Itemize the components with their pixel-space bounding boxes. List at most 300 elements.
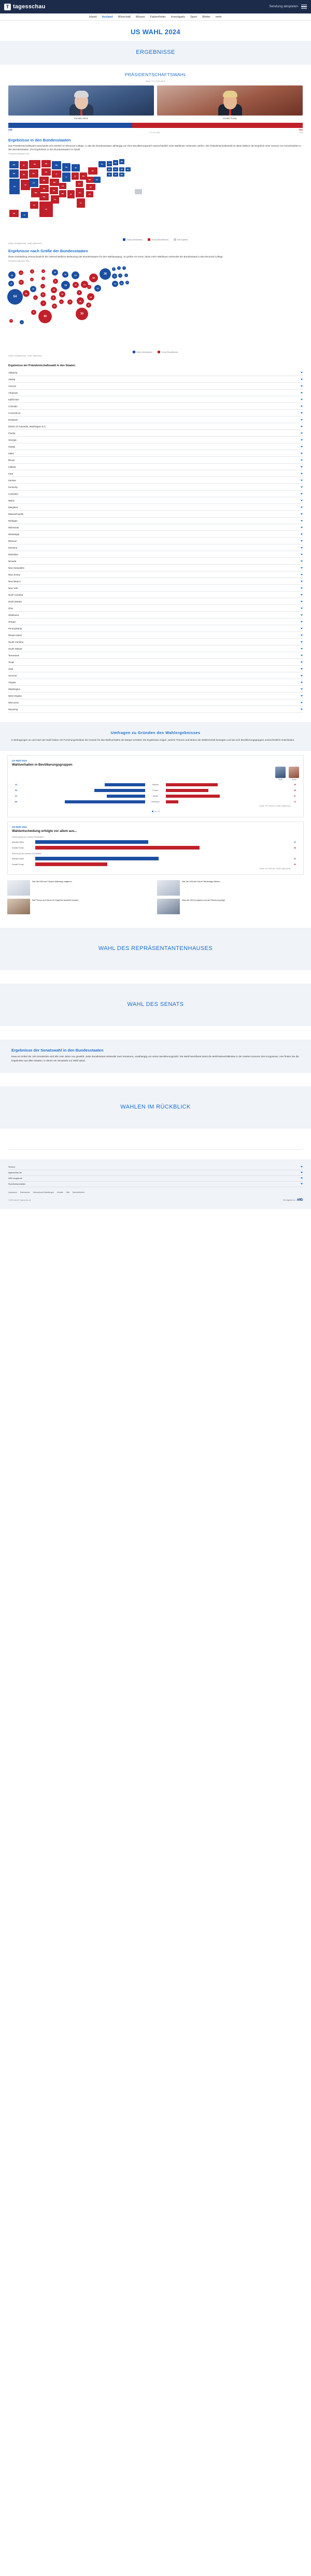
state-name: North Carolina xyxy=(8,593,23,596)
chevron-down-icon xyxy=(301,426,303,427)
elector-count-harris: 226 xyxy=(8,128,12,131)
state-name: Connecticut xyxy=(8,411,21,414)
state-name: Minnesota xyxy=(8,526,19,529)
state-name: South Dakota xyxy=(8,647,22,650)
state-name: Washington xyxy=(8,687,21,690)
elector-bar xyxy=(8,123,303,128)
row-label: Donald Trump xyxy=(12,863,24,866)
map-size-label: Präsidentschaftswahl 2024 xyxy=(8,260,30,263)
map-states-caption: Quelle: AP/tagesschau, Grafik: tagesschau xyxy=(8,242,42,245)
state-list-item[interactable] xyxy=(8,403,303,410)
state-list-item[interactable] xyxy=(8,592,303,598)
teaser-grid xyxy=(0,875,311,914)
row-label: Donald Trump xyxy=(12,846,24,849)
state-name: New Jersey xyxy=(8,573,20,576)
chevron-down-icon xyxy=(301,688,303,690)
state-list-item[interactable] xyxy=(8,410,303,416)
poll-card-motivation xyxy=(7,822,304,875)
mini-trump xyxy=(289,767,299,781)
state-name: Idaho xyxy=(8,452,14,455)
state-list-item[interactable] xyxy=(8,659,303,666)
state-list-item[interactable] xyxy=(8,511,303,517)
chevron-down-icon xyxy=(301,554,303,555)
state-name: Arkansas xyxy=(8,391,18,394)
state-name: Nebraska xyxy=(8,553,18,556)
footer-links xyxy=(8,1187,303,1193)
footer-section-label: Service xyxy=(8,1165,16,1169)
state-name: New York xyxy=(8,586,18,589)
teaser-title: Wie die USA auf Trumps Wahlsieg reagieren xyxy=(32,880,72,883)
chevron-down-icon xyxy=(301,668,303,670)
state-list-item[interactable] xyxy=(8,706,303,713)
nav-item-wissen[interactable]: Wissen xyxy=(135,15,145,19)
row-trump-value: 55 xyxy=(294,784,296,786)
state-name: Kentucky xyxy=(8,485,18,488)
poll-card-1-candidates xyxy=(12,767,299,781)
chevron-down-icon xyxy=(301,614,303,616)
state-name: Illinois xyxy=(8,458,15,462)
state-name: Oklahoma xyxy=(8,613,19,616)
candidate-harris[interactable] xyxy=(8,85,154,120)
senate-states-heading: Ergebnisse der Senatswahl in den Bundesstaaten xyxy=(11,1048,104,1053)
state-list-item[interactable] xyxy=(8,672,303,679)
chevron-down-icon xyxy=(301,433,303,434)
state-list-item[interactable] xyxy=(8,464,303,470)
chevron-down-icon xyxy=(301,453,303,454)
poll-row xyxy=(12,795,299,798)
president-timestamp: Stand: 13.12.2024, 08:14 xyxy=(145,80,166,82)
legend-trump: Trump (Republikaner) xyxy=(148,238,168,241)
chevron-down-icon xyxy=(301,459,303,461)
poll-card-2-title: Wahlentscheidung erfolgte vor allem aus... xyxy=(12,829,77,833)
state-name: Indiana xyxy=(8,465,16,468)
state-name: Texas xyxy=(8,660,15,664)
state-list-item[interactable] xyxy=(8,652,303,659)
elector-count-trump: 312 xyxy=(299,128,303,131)
row-value: 68 xyxy=(294,846,296,849)
state-list-item[interactable] xyxy=(8,484,303,491)
play-broadcast-link[interactable]: Sendung abspielen xyxy=(269,5,298,9)
chevron-down-icon xyxy=(301,641,303,643)
state-list-item[interactable] xyxy=(8,390,303,396)
nav-item-mehr[interactable]: mehr xyxy=(216,15,222,19)
legend-harris: Harris (Demokraten) xyxy=(123,238,143,241)
teaser-title: Wie die USA auf Harris' Niederlage blicken xyxy=(182,880,220,883)
state-list-item[interactable] xyxy=(8,625,303,632)
chevron-down-icon xyxy=(301,520,303,522)
state-name: Tennessee xyxy=(8,654,20,657)
state-name: Ohio xyxy=(8,607,13,610)
row-trump-value: 45 xyxy=(294,789,296,792)
row-harris-value: 42 xyxy=(15,784,17,786)
chevron-down-icon xyxy=(301,513,303,515)
chevron-down-icon xyxy=(301,1166,303,1168)
teaser-thumb-1 xyxy=(7,880,30,896)
teaser-item[interactable] xyxy=(157,899,304,914)
state-name: Wisconsin xyxy=(8,701,19,704)
senate-states-band xyxy=(0,1040,311,1072)
teaser-item[interactable] xyxy=(157,880,304,896)
chevron-down-icon xyxy=(301,675,303,677)
row-label: Kamala Harris xyxy=(12,857,24,860)
state-list-item[interactable] xyxy=(8,666,303,672)
copyright: © ARD-aktuell / tagesschau.de xyxy=(8,1199,31,1201)
state-list-item[interactable] xyxy=(8,693,303,699)
chevron-down-icon xyxy=(301,648,303,650)
top-bar-right xyxy=(269,5,307,9)
row-value: 51 xyxy=(294,857,296,860)
footer-link-impressum[interactable]: Impressum xyxy=(8,1191,17,1193)
brand-mark-icon: T xyxy=(4,4,11,10)
nav-item-sport[interactable]: Sport xyxy=(190,15,197,19)
nav-item-inland[interactable]: Inland xyxy=(89,15,97,19)
state-name: New Hampshire xyxy=(8,566,25,569)
map-states-text: Das Präsidentschaftswahl entscheidet sich letztlich im Electoral College, in das die Bundesstaaten abhängig von ihrer Bevölkerungszahl unterschiedlich viele Wahlleute entsenden dürfen. Die Präsidentschaftswahl ist damit faktisch die Ergebnis einer Summe von Einzelwahlen in den Bundesstaaten. Die Ergebnisse in den Bundesstaaten im Detail: xyxy=(8,145,301,151)
state-list-item[interactable] xyxy=(8,645,303,652)
state-list-item[interactable] xyxy=(8,457,303,464)
state-list-item[interactable] xyxy=(8,524,303,531)
trump-name: Donald Trump xyxy=(223,117,237,120)
chevron-down-icon xyxy=(301,412,303,414)
footer-link-kontakt[interactable]: Kontakt xyxy=(56,1191,63,1193)
state-list-item[interactable] xyxy=(8,491,303,497)
results-map[interactable]: WA OR CA ID NV AZ MT WY CO NM ND SD NE KS OK TX MN IA MO AR LA WI IL TN MS AL MI IN OH KY GA FL PA WV VA NC SC NY VT NH ME MA RI CT NJ DE MD DC UT AK HI xyxy=(7,158,304,236)
chevron-down-icon xyxy=(301,702,303,703)
footer-section-label: ARD-Angebote xyxy=(8,1177,22,1180)
poll-row xyxy=(12,838,299,844)
chevron-down-icon xyxy=(301,635,303,636)
chevron-down-icon xyxy=(301,608,303,609)
state-name: Iowa xyxy=(8,472,13,475)
trump-thumb xyxy=(289,767,299,778)
poll-card-1-kicker: US-Wahl 2024 xyxy=(12,759,27,762)
state-list-item[interactable] xyxy=(8,376,303,383)
carousel-dots[interactable] xyxy=(12,807,299,812)
chevron-down-icon xyxy=(301,574,303,575)
state-list-heading: Ergebnisse der Präsidentschaftswahl in den Staaten xyxy=(8,364,76,368)
chevron-down-icon xyxy=(301,507,303,508)
scale-left: 0 xyxy=(8,132,9,134)
chevron-down-icon xyxy=(301,379,303,380)
state-name: Maryland xyxy=(8,506,18,509)
row-label: Frauen xyxy=(152,789,159,792)
map-legend xyxy=(0,236,311,241)
chevron-down-icon xyxy=(301,621,303,623)
state-list-item[interactable] xyxy=(8,571,303,578)
state-name: Alabama xyxy=(8,371,18,374)
state-name: Kansas xyxy=(8,479,16,482)
row-value: 47 xyxy=(294,841,296,843)
nav-item-ausland[interactable]: Ausland xyxy=(102,15,113,19)
footer-link-hilfe[interactable]: Hilfe xyxy=(66,1191,70,1193)
teaser-item[interactable] xyxy=(7,899,154,914)
footer-link-barrierefreiheit[interactable]: Barrierefreiheit xyxy=(73,1191,84,1193)
state-name: Pennsylvania xyxy=(8,627,22,630)
chevron-down-icon xyxy=(301,372,303,373)
state-list-item[interactable] xyxy=(8,612,303,618)
state-list-item[interactable] xyxy=(8,544,303,551)
state-list-item[interactable] xyxy=(8,450,303,457)
state-name: Delaware xyxy=(8,418,18,421)
state-list xyxy=(0,369,311,713)
footer-link-datenschutz[interactable]: Datenschutz xyxy=(20,1191,30,1193)
state-list-item[interactable] xyxy=(8,443,303,450)
main-nav xyxy=(0,13,311,21)
poll-row xyxy=(12,789,299,792)
poll-card-2-group-a-label: Überzeugung von meinem Kandidaten xyxy=(12,836,44,839)
chevron-down-icon xyxy=(301,399,303,400)
state-list-item[interactable] xyxy=(8,437,303,443)
teaser-title: Was die USA Kongress und die Stimmung prägt xyxy=(182,899,225,902)
footer-bottom xyxy=(8,1193,303,1202)
chevron-down-icon xyxy=(301,581,303,582)
chevron-down-icon xyxy=(301,1172,303,1173)
nav-item-wirtschaft[interactable]: Wirtschaft xyxy=(118,15,131,19)
state-list-item[interactable] xyxy=(8,504,303,511)
state-name: Massachusetts xyxy=(8,512,24,515)
harris-photo xyxy=(8,85,154,116)
poll-card-groups xyxy=(7,755,304,817)
state-name: Missouri xyxy=(8,539,17,542)
state-list-item[interactable] xyxy=(8,517,303,524)
footer-section-rundfunkanstalten[interactable] xyxy=(8,1182,303,1187)
mini-harris xyxy=(275,767,286,781)
state-name: Vermont xyxy=(8,674,17,677)
state-name: Louisiana xyxy=(8,492,18,495)
senate-states-text: Etwa ein Drittel der 100 Senatssitze wird alle zwei Jahre neu gewählt. Jeder Bundesstaat entsendet zwei Senatoren, unabhängig von seiner Bevölkerungszahl. Die Wahl beeinflusst damit die Mehrheitsverhältnisse in der zweiten Kammer des Kongresses. Hier finden Sie die Ergebnisse aus allen Staaten, in denen ein Senatssitz zur Wahl stand. xyxy=(11,1055,299,1062)
carousel-dot-1[interactable] xyxy=(152,811,153,812)
footer-section-service[interactable] xyxy=(8,1164,303,1170)
state-list-item[interactable] xyxy=(8,470,303,477)
state-name: Kalifornien xyxy=(8,398,19,401)
state-name: Montana xyxy=(8,546,18,549)
row-label: Männer xyxy=(152,784,159,786)
harris-name: Kamala Harris xyxy=(74,117,88,120)
brand-logo[interactable] xyxy=(4,4,46,10)
nav-item-faktenfinder[interactable]: Faktenfinder xyxy=(150,15,166,19)
teaser-thumb-4 xyxy=(157,899,180,914)
state-name: West Virginia xyxy=(8,694,22,697)
chevron-down-icon xyxy=(301,560,303,562)
row-trump-value: 13 xyxy=(294,801,296,803)
poll-card-1-source: Quelle: AP VoteCast, Grafik: tagesschau xyxy=(259,805,291,808)
president-section-title: PRÄSIDENTSCHAFTSWAHL xyxy=(124,72,187,77)
candidate-trump[interactable] xyxy=(157,85,303,120)
chevron-down-icon xyxy=(301,527,303,528)
chevron-down-icon xyxy=(301,1177,303,1179)
chevron-down-icon xyxy=(301,601,303,602)
state-name: Michigan xyxy=(8,519,18,522)
results-band-title: ERGEBNISSE xyxy=(136,49,175,55)
poll-row xyxy=(12,855,299,860)
state-name: Utah xyxy=(8,667,13,670)
state-name: New Mexico xyxy=(8,580,21,583)
polls-band xyxy=(0,722,311,751)
state-list-item[interactable] xyxy=(8,416,303,423)
bubble-map[interactable]: 12 8 54 4 6 11 4 3 10 5 3 3 5 6 7 40 10 6 10 6 8 10 19 11 6 9 15 11 17 8 16 30 19 4 13 16 9 28 3 4 4 11 7 3 14 10 3 6 3 4 xyxy=(7,265,304,348)
state-list-item[interactable] xyxy=(8,699,303,706)
teaser-item[interactable] xyxy=(7,880,154,896)
chevron-down-icon xyxy=(301,500,303,501)
footer-section-ard-angebote[interactable] xyxy=(8,1176,303,1182)
chevron-down-icon xyxy=(301,709,303,710)
teaser-title: Wie Trump und Harris ihr Ergebnis bewertet werden xyxy=(32,899,79,902)
review-band-title: WAHLEN IM RÜCKBLICK xyxy=(120,1103,191,1110)
state-list-item[interactable] xyxy=(8,686,303,693)
footer-section-tagesschau[interactable] xyxy=(8,1170,303,1176)
trump-photo xyxy=(157,85,303,116)
teaser-thumb-2 xyxy=(157,880,180,896)
house-band xyxy=(0,928,311,970)
state-name: Oregon xyxy=(8,620,16,623)
state-list-item[interactable] xyxy=(8,430,303,437)
state-list-item[interactable] xyxy=(8,551,303,558)
state-name: Wyoming xyxy=(8,708,18,711)
carousel-dot-2[interactable] xyxy=(155,811,157,812)
chevron-down-icon xyxy=(301,682,303,683)
state-list-item[interactable] xyxy=(8,585,303,592)
state-name: Rhode Island xyxy=(8,634,22,637)
chevron-down-icon xyxy=(301,628,303,629)
state-name: Alaska xyxy=(8,378,16,381)
state-list-item[interactable] xyxy=(8,558,303,565)
row-label: Weiße xyxy=(152,795,159,798)
state-list-item[interactable] xyxy=(8,423,303,430)
state-list-item[interactable] xyxy=(8,605,303,612)
row-label: Kamala Harris xyxy=(12,841,24,843)
chevron-down-icon xyxy=(301,392,303,394)
mini-trump-name: Trump xyxy=(291,779,296,781)
state-name: District of Columbia, Washington D.C. xyxy=(8,425,47,428)
footer-section-label: tagesschau.de xyxy=(8,1171,22,1174)
poll-card-1-rows xyxy=(12,781,299,803)
state-list-item[interactable] xyxy=(8,632,303,639)
state-list-item[interactable] xyxy=(8,618,303,625)
state-name: Hawaii xyxy=(8,445,16,448)
chevron-down-icon xyxy=(301,1183,303,1185)
nav-item-investigativ[interactable]: Investigativ xyxy=(171,15,186,19)
chevron-down-icon xyxy=(301,473,303,474)
state-list-item[interactable] xyxy=(8,383,303,390)
elector-bar-harris xyxy=(8,123,132,128)
state-list-item[interactable] xyxy=(8,639,303,645)
chevron-down-icon xyxy=(301,419,303,421)
chevron-down-icon xyxy=(301,655,303,656)
ard-credit-label: Ein Angebot von xyxy=(283,1199,295,1201)
chevron-down-icon xyxy=(301,480,303,481)
chevron-down-icon xyxy=(301,439,303,441)
senate-band-title: WAHL DES SENATS xyxy=(127,1001,184,1008)
chevron-down-icon xyxy=(301,446,303,448)
state-name: Georgia xyxy=(8,438,17,441)
poll-card-2-group-b-label: Ablehnung des anderen Kandidaten xyxy=(12,853,42,855)
row-trump-value: 57 xyxy=(294,795,296,798)
row-label: Schwarze xyxy=(151,801,160,803)
chevron-down-icon xyxy=(301,493,303,495)
bubble-legend xyxy=(0,348,311,353)
legend-trump-2: Trump (Republikaner) xyxy=(158,351,178,353)
review-band xyxy=(0,1086,311,1129)
state-name: Maine xyxy=(8,499,15,502)
state-list-item[interactable] xyxy=(8,477,303,484)
row-harris-value: 41 xyxy=(15,795,17,798)
carousel-dot-3[interactable] xyxy=(158,811,160,812)
poll-card-2-kicker: US-Wahl 2024 xyxy=(12,826,27,829)
map-size-caption: Quelle: AP/tagesschau, Grafik: tagesschau xyxy=(8,355,42,357)
state-name: South Carolina xyxy=(8,640,24,643)
state-name: North Dakota xyxy=(8,600,22,603)
page-root xyxy=(0,0,311,1209)
senate-band xyxy=(0,984,311,1026)
footer-section-label: Rundfunkanstalten xyxy=(8,1183,26,1186)
chevron-down-icon xyxy=(301,466,303,468)
scale-right: 538 xyxy=(300,132,303,134)
state-list-item[interactable] xyxy=(8,538,303,544)
hamburger-icon[interactable] xyxy=(301,5,307,9)
poll-row xyxy=(12,783,299,786)
chevron-down-icon xyxy=(301,385,303,387)
brand-text: tagesschau xyxy=(13,4,46,10)
chevron-down-icon xyxy=(301,486,303,488)
chevron-down-icon xyxy=(301,587,303,589)
chevron-down-icon xyxy=(301,567,303,569)
state-name: Mississippi xyxy=(8,533,20,536)
state-list-item[interactable] xyxy=(8,369,303,376)
state-name: Colorado xyxy=(8,405,18,408)
state-name: Nevada xyxy=(8,559,17,563)
chevron-down-icon xyxy=(301,695,303,697)
scale-mid: 270 zum Sieg xyxy=(149,132,160,134)
teaser-thumb-3 xyxy=(7,899,30,914)
row-harris-value: 86 xyxy=(15,801,17,803)
candidate-duel xyxy=(0,82,311,120)
map-size-heading: Ergebnisse nach Größe der Bundesstaaten xyxy=(8,249,88,254)
state-list-item[interactable] xyxy=(8,396,303,403)
footer-divider xyxy=(8,1149,303,1150)
polls-band-title: Umfragen zu Gründen des Wahlergebnisses xyxy=(110,730,201,736)
state-list-item[interactable] xyxy=(8,497,303,504)
ard-logo: ARD xyxy=(296,1198,303,1202)
map-states-label: Präsidentschaftswahl 2024 xyxy=(8,153,30,155)
row-value: 30 xyxy=(294,863,296,866)
polls-intro: In Befragungen an und nach der Wahl haben US-Forschungsinstitute die Gründe für das Wahlverhalten der Bürger ermittelt. Die Ergebnisse zeigen, welche Themen und Motive die Wählerschaft bewegten und wie sich Bevölkerungsgruppen unterschiedlich entschieden. xyxy=(11,739,295,742)
state-list-item[interactable] xyxy=(8,531,303,538)
house-band-title: WAHL DES REPRÄSENTANTENHAUSES xyxy=(98,945,213,952)
poll-row xyxy=(12,844,299,850)
ard-credit xyxy=(283,1199,303,1202)
state-name: Arizona xyxy=(8,384,16,387)
nav-item-wetter[interactable]: Wetter xyxy=(202,15,210,19)
chevron-down-icon xyxy=(301,406,303,407)
elector-bar-trump xyxy=(132,123,303,128)
state-list-item[interactable] xyxy=(8,565,303,571)
footer-link-datenschutz-einstellungen[interactable]: Datenschutz-Einstellungen xyxy=(33,1191,54,1193)
map-states-heading: Ergebnisse in den Bundesstaaten xyxy=(8,138,71,142)
page-title: US WAHL 2024 xyxy=(131,28,180,36)
chevron-down-icon xyxy=(301,661,303,663)
chevron-down-icon xyxy=(301,594,303,596)
state-list-item[interactable] xyxy=(8,598,303,605)
state-name: Virginia xyxy=(8,681,16,684)
chevron-down-icon xyxy=(301,547,303,549)
mini-harris-name: Harris xyxy=(278,779,283,781)
state-name: Florida xyxy=(8,431,16,435)
state-list-item[interactable] xyxy=(8,679,303,686)
state-list-item[interactable] xyxy=(8,578,303,585)
legend-none: kein Ergebnis xyxy=(174,238,188,241)
harris-thumb xyxy=(275,767,286,778)
top-bar xyxy=(0,0,311,13)
